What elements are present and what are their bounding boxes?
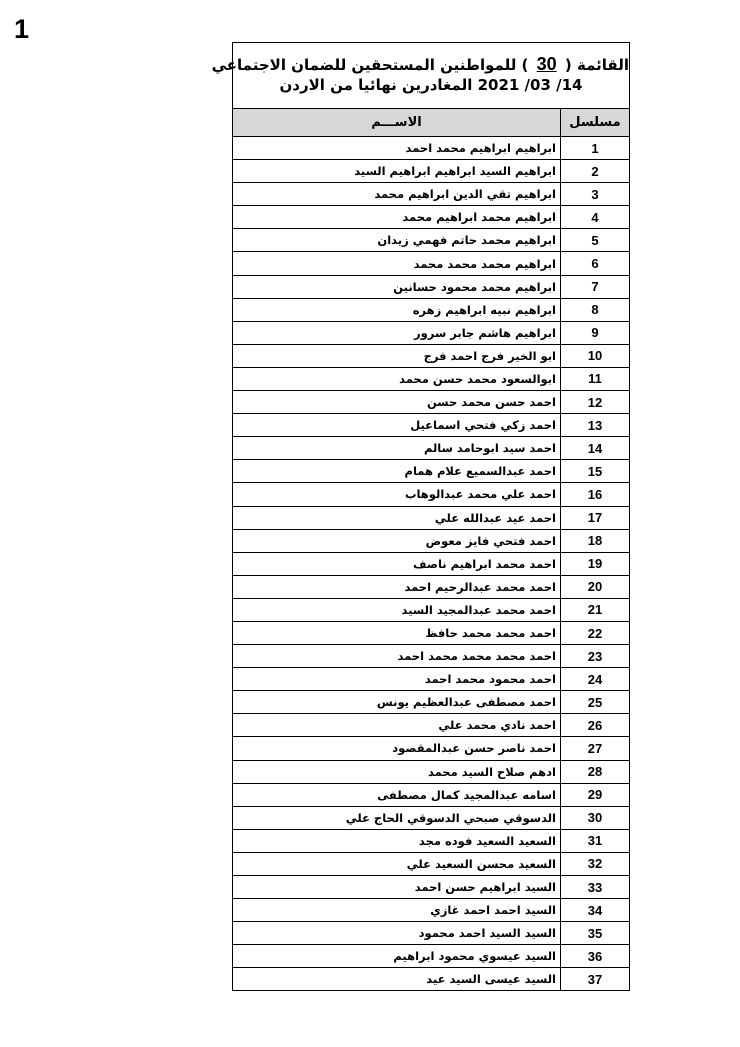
table-row <box>233 645 629 668</box>
table-row <box>233 345 629 368</box>
name-cell: ابراهيم السيد ابراهيم ابراهيم السيد <box>354 164 556 179</box>
title-prefix: القائمة ( <box>564 56 629 74</box>
name-cell: احمد ناصر حسن عبدالمقصود <box>392 741 556 756</box>
table-row <box>233 160 629 183</box>
name-cell: ابراهيم محمد ابراهيم محمد <box>402 210 556 225</box>
name-cell: ابوالسعود محمد حسن محمد <box>399 371 556 386</box>
serial-cell: 35 <box>560 922 629 944</box>
serial-cell: 18 <box>560 530 629 552</box>
serial-cell: 12 <box>560 391 629 413</box>
table-row <box>233 899 629 922</box>
name-cell: السيد ابراهيم حسن احمد <box>414 880 556 895</box>
table-row <box>233 968 629 991</box>
table-row <box>233 137 629 160</box>
serial-cell: 15 <box>560 460 629 482</box>
serial-cell: 3 <box>560 183 629 205</box>
table-row <box>233 830 629 853</box>
serial-cell: 16 <box>560 483 629 505</box>
serial-cell: 8 <box>560 299 629 321</box>
table-row <box>233 229 629 252</box>
name-cell: احمد محمد عبدالمجيد السيد <box>401 602 556 617</box>
name-cell: السيد احمد احمد غازي <box>430 903 556 918</box>
name-cell: اسامه عبدالمجيد كمال مصطفى <box>377 787 556 802</box>
serial-cell: 29 <box>560 784 629 806</box>
serial-cell: 19 <box>560 553 629 575</box>
table-row <box>233 691 629 714</box>
serial-cell: 7 <box>560 276 629 298</box>
serial-cell: 23 <box>560 645 629 667</box>
table-row <box>233 922 629 945</box>
name-cell: ابراهيم محمد محمد محمد <box>413 256 556 271</box>
name-cell: ابو الخير فرج احمد فرج <box>423 348 556 363</box>
name-cell: احمد علي محمد عبدالوهاب <box>404 487 556 502</box>
title-line-1 <box>211 54 629 75</box>
name-cell: احمد عيد عبدالله علي <box>434 510 556 525</box>
table-row <box>233 599 629 622</box>
list-title <box>211 43 629 109</box>
serial-cell: 25 <box>560 691 629 713</box>
name-cell: احمد محمد عبدالرحيم احمد <box>404 579 556 594</box>
table-row <box>233 414 629 437</box>
serial-cell: 6 <box>560 252 629 274</box>
name-cell: احمد حسن محمد حسن <box>426 395 556 410</box>
serial-cell: 4 <box>560 206 629 228</box>
table-row <box>233 507 629 530</box>
list-number: 30 <box>536 54 557 74</box>
name-cell: ابراهيم محمد محمود حسانين <box>393 279 556 294</box>
name-cell: السعيد محسن السعيد علي <box>406 856 556 871</box>
name-cell: احمد محمود محمد احمد <box>424 672 556 687</box>
name-cell: السيد عيسى السيد عيد <box>426 972 556 987</box>
name-cell: ابراهيم هاشم جابر سرور <box>414 325 556 340</box>
name-cell: الدسوقي صبحي الدسوقي الحاج علي <box>345 810 556 825</box>
serial-cell: 28 <box>560 761 629 783</box>
table-row <box>233 853 629 876</box>
serial-cell: 37 <box>560 968 629 990</box>
table-row <box>233 530 629 553</box>
serial-cell: 20 <box>560 576 629 598</box>
name-cell: السيد عيسوي محمود ابراهيم <box>393 949 556 964</box>
table-row <box>233 945 629 968</box>
table-row <box>233 206 629 229</box>
name-cell: ادهم صلاح السيد محمد <box>427 764 556 779</box>
title-line-2: 14/ 03/ 2021 المغادرين نهائيا من الاردن <box>279 76 583 94</box>
name-header: الاســـم <box>371 115 422 130</box>
serial-cell: 27 <box>560 737 629 759</box>
serial-cell: 22 <box>560 622 629 644</box>
page-number: 1 <box>14 14 30 44</box>
name-cell: احمد محمد محمد محمد احمد <box>397 649 556 664</box>
table-row <box>233 761 629 784</box>
name-cell: احمد نادي محمد علي <box>438 718 556 733</box>
table-row <box>233 668 629 691</box>
table-row <box>233 460 629 483</box>
name-cell: احمد مصطفى عبدالعظيم يونس <box>376 695 556 710</box>
table-row <box>233 391 629 414</box>
name-cell: ابراهيم محمد حاتم فهمي زيدان <box>377 233 556 248</box>
serial-cell: 21 <box>560 599 629 621</box>
serial-cell: 11 <box>560 368 629 390</box>
serial-cell: 30 <box>560 807 629 829</box>
serial-cell: 1 <box>560 137 629 159</box>
table-row <box>233 807 629 830</box>
name-cell: السيد السيد احمد محمود <box>418 926 556 941</box>
name-cell: احمد زكي فتحي اسماعيل <box>410 418 556 433</box>
table-body <box>233 137 629 991</box>
table-row <box>233 368 629 391</box>
serial-cell: 36 <box>560 945 629 967</box>
serial-cell: 2 <box>560 160 629 182</box>
name-cell: احمد فتحي فايز معوض <box>425 533 556 548</box>
serial-cell: 13 <box>560 414 629 436</box>
name-cell: احمد محمد محمد حافظ <box>425 626 556 641</box>
serial-header: مسلسل <box>560 109 629 136</box>
serial-cell: 33 <box>560 876 629 898</box>
table-row <box>233 276 629 299</box>
table-row <box>233 622 629 645</box>
table-row <box>233 714 629 737</box>
name-cell: احمد سيد ابوحامد سالم <box>423 441 556 456</box>
name-cell: ابراهيم نبيه ابراهيم زهره <box>412 302 556 317</box>
table-row <box>233 737 629 760</box>
name-cell: ابراهيم ابراهيم محمد احمد <box>405 141 556 156</box>
serial-cell: 9 <box>560 322 629 344</box>
table-row <box>233 252 629 275</box>
serial-cell: 31 <box>560 830 629 852</box>
name-cell: احمد محمد ابراهيم ناصف <box>413 556 556 571</box>
table-row <box>233 437 629 460</box>
table-row <box>233 553 629 576</box>
serial-cell: 32 <box>560 853 629 875</box>
title-suffix: ) للمواطنين المستحقين للضمان الاجتماعي <box>211 56 529 74</box>
table-row <box>233 183 629 206</box>
beneficiaries-list <box>211 42 630 991</box>
name-cell: احمد عبدالسميع علام همام <box>404 464 556 479</box>
table-row <box>233 299 629 322</box>
table-row <box>233 576 629 599</box>
table-row <box>233 322 629 345</box>
serial-cell: 17 <box>560 507 629 529</box>
serial-cell: 34 <box>560 899 629 921</box>
table-row <box>233 876 629 899</box>
serial-cell: 26 <box>560 714 629 736</box>
serial-cell: 24 <box>560 668 629 690</box>
name-cell: ابراهيم تقي الدين ابراهيم محمد <box>374 187 556 202</box>
table-row <box>233 784 629 807</box>
serial-cell: 14 <box>560 437 629 459</box>
serial-cell: 10 <box>560 345 629 367</box>
name-cell: السعيد السعيد فوده مجد <box>418 833 556 848</box>
serial-cell: 5 <box>560 229 629 251</box>
table-row <box>233 483 629 506</box>
table-header <box>233 109 629 137</box>
